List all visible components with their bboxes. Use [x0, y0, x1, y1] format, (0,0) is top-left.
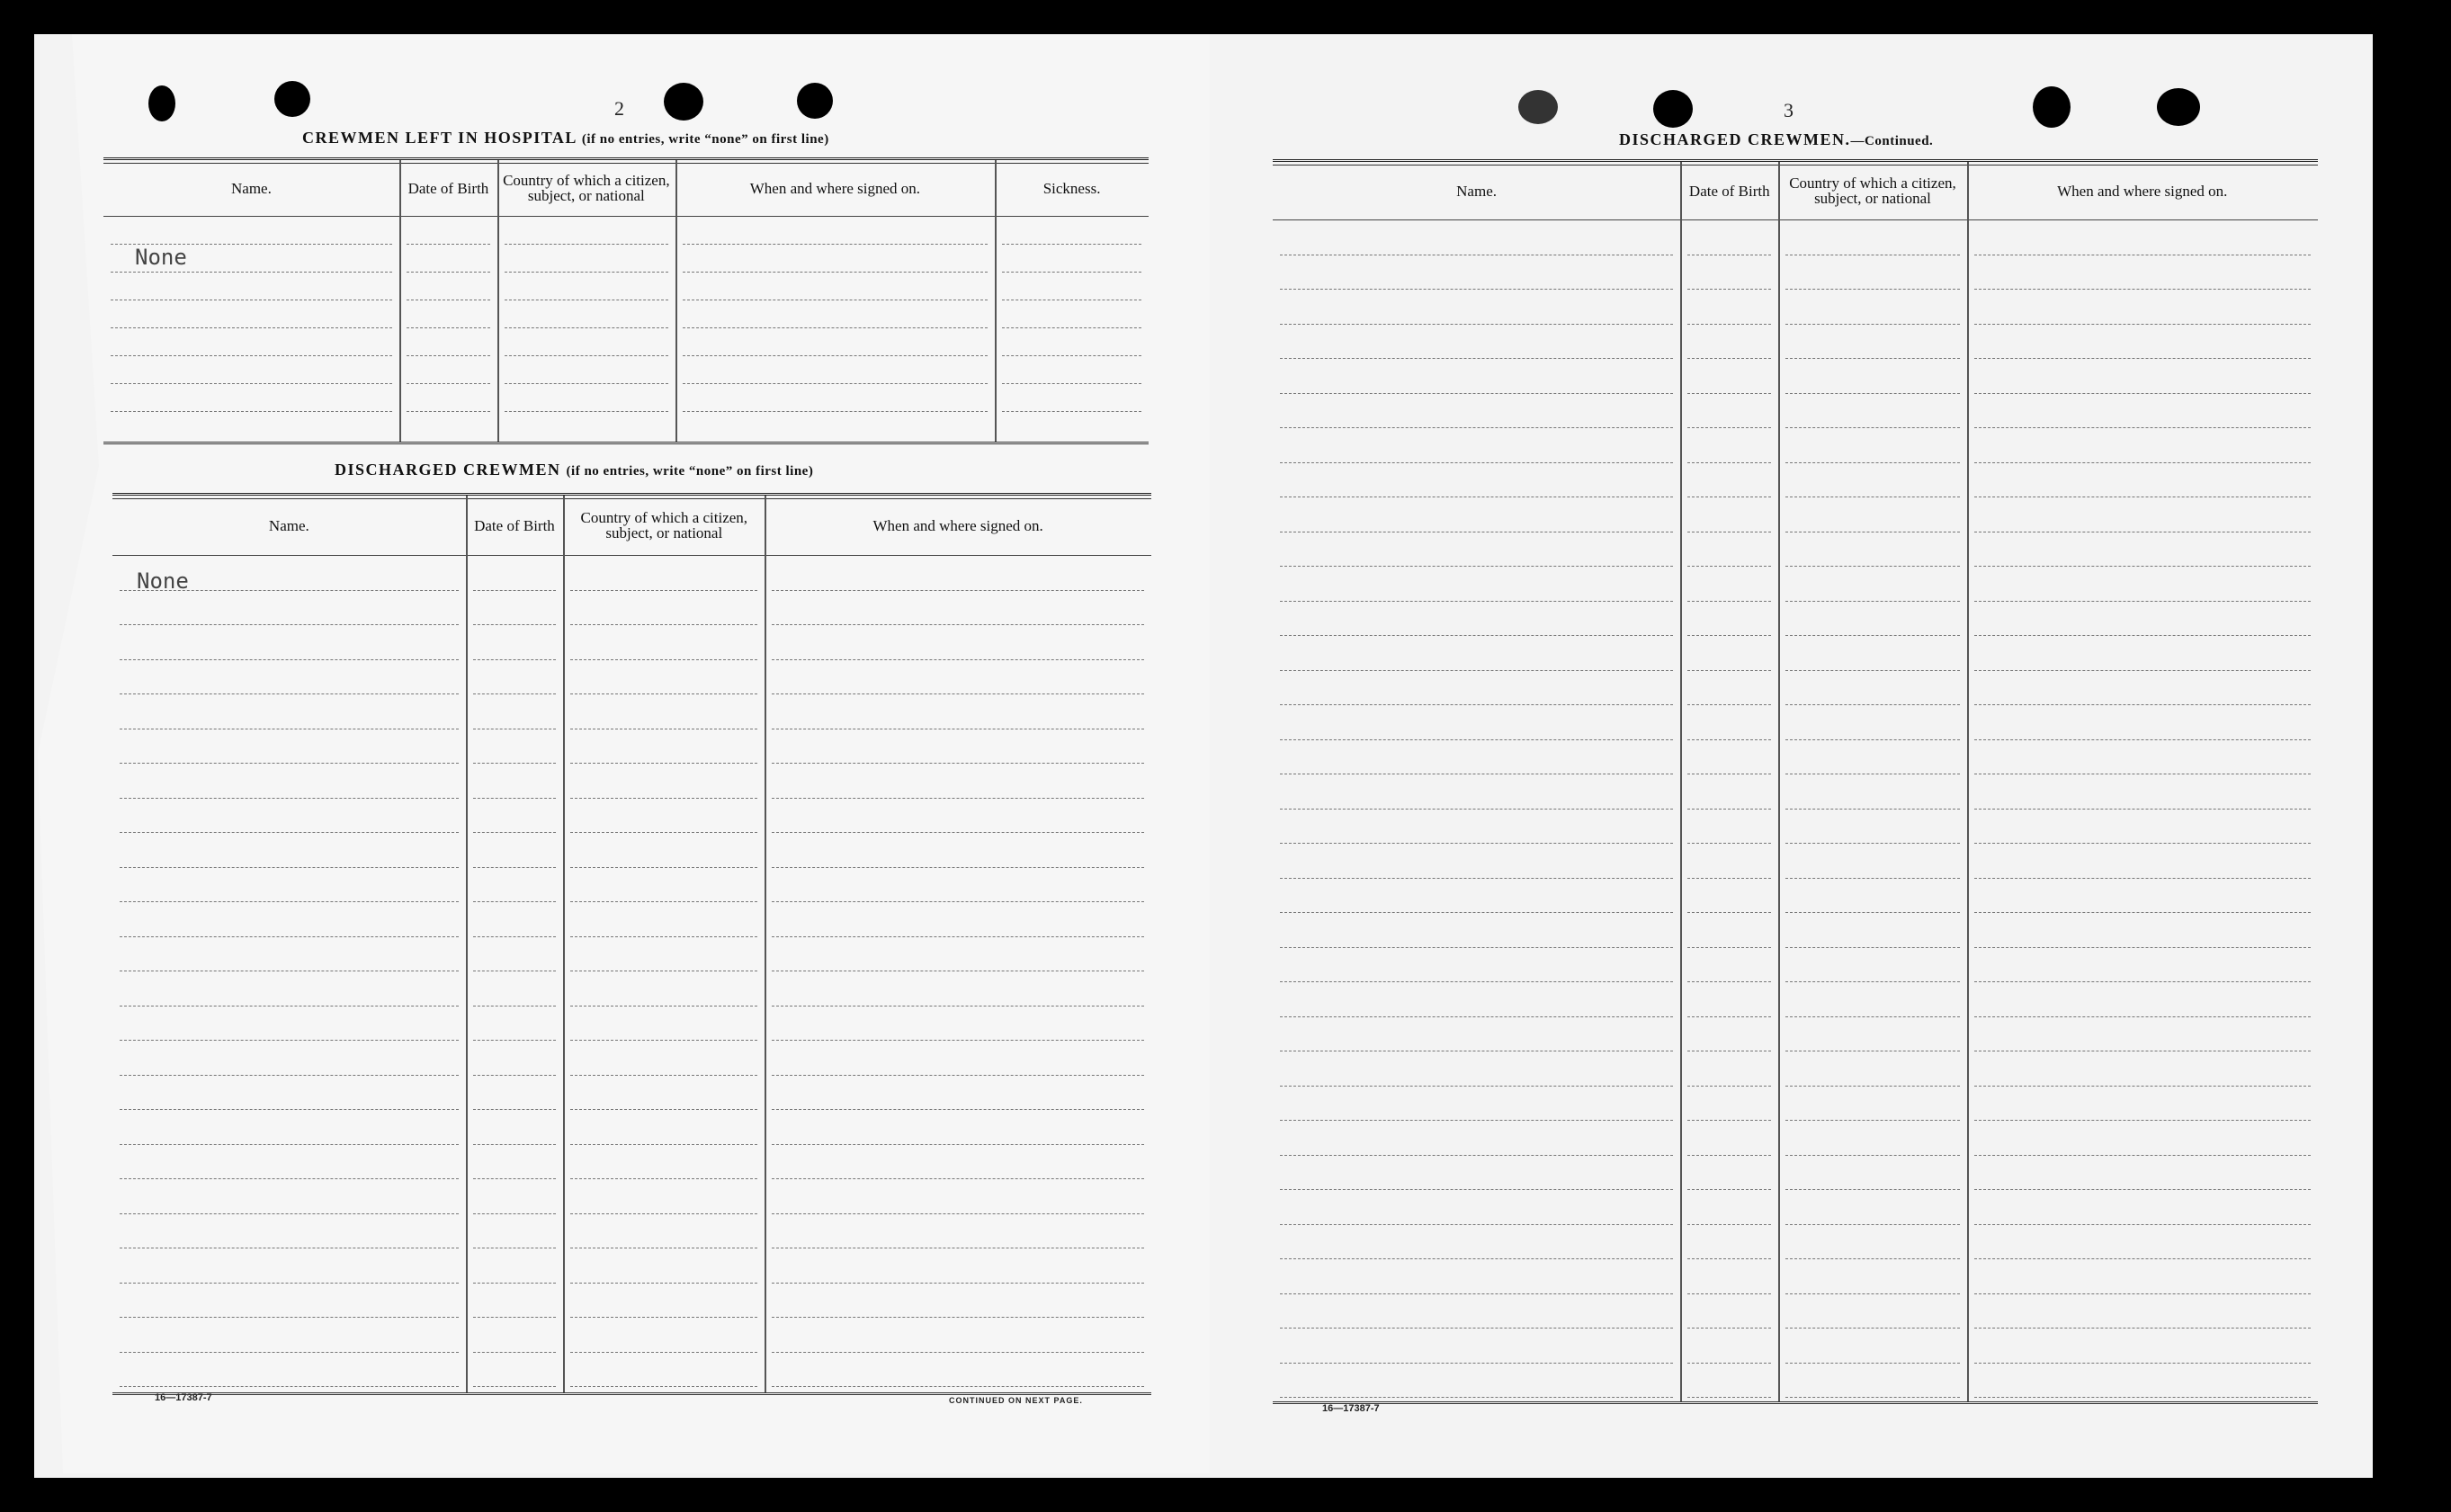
row-rule — [1974, 324, 2311, 325]
row-rule — [1785, 704, 1959, 705]
row-rule — [407, 327, 490, 328]
row-rule — [473, 798, 557, 799]
row-rule — [772, 763, 1144, 764]
row-rule — [570, 1283, 757, 1284]
row-rule — [1974, 462, 2311, 463]
row-rule — [1280, 324, 1673, 325]
row-rule — [1002, 327, 1141, 328]
row-rule — [1785, 427, 1959, 428]
column-header: Name. — [268, 516, 309, 534]
punch-hole — [2157, 88, 2200, 126]
row-rule — [1280, 704, 1673, 705]
row-rule — [120, 1283, 459, 1284]
discharged-continued-suffix: —Continued. — [1850, 134, 1934, 148]
row-rule — [1687, 635, 1771, 636]
row-rule — [1974, 1363, 2311, 1364]
row-rule — [1280, 601, 1673, 602]
row-rule — [1687, 427, 1771, 428]
column-rule — [765, 496, 766, 1392]
row-rule — [1687, 809, 1771, 810]
row-rule — [473, 1040, 557, 1041]
row-rule — [1785, 1363, 1959, 1364]
header-rule — [103, 216, 1149, 217]
row-rule — [1785, 1016, 1959, 1017]
punch-hole — [274, 81, 310, 117]
row-rule — [120, 901, 459, 902]
row-rule — [1974, 601, 2311, 602]
row-rule — [1974, 1189, 2311, 1190]
hospital-instruction: (if no entries, write “none” on first line) — [581, 132, 829, 147]
row-rule — [1280, 427, 1673, 428]
row-rule — [1687, 1328, 1771, 1329]
row-rule — [473, 1075, 557, 1076]
row-rule — [407, 244, 490, 245]
row-rule — [1785, 462, 1959, 463]
row-rule — [1974, 809, 2311, 810]
row-rule — [570, 798, 757, 799]
row-rule — [1280, 1086, 1673, 1087]
row-rule — [1785, 878, 1959, 879]
row-rule — [772, 936, 1144, 937]
row-rule — [1974, 739, 2311, 740]
row-rule — [570, 1178, 757, 1179]
row-rule — [1687, 462, 1771, 463]
row-rule — [1687, 704, 1771, 705]
row-rule — [1974, 843, 2311, 844]
row-rule — [570, 1040, 757, 1041]
hospital-title-text: CREWMEN LEFT IN HOSPITAL — [302, 129, 577, 147]
row-rule — [1687, 601, 1771, 602]
row-rule — [570, 1006, 757, 1007]
column-rule — [1778, 162, 1780, 1401]
discharged-table — [112, 493, 1151, 1390]
row-rule — [1280, 635, 1673, 636]
row-rule — [1974, 704, 2311, 705]
row-rule — [1280, 358, 1673, 359]
row-rule — [1785, 981, 1959, 982]
row-rule — [772, 659, 1144, 660]
row-rule — [772, 1006, 1144, 1007]
row-rule — [570, 1213, 757, 1214]
row-rule — [683, 327, 988, 328]
punch-hole — [797, 83, 833, 119]
row-rule — [1785, 289, 1959, 290]
row-rule — [1280, 393, 1673, 394]
row-rule — [1687, 358, 1771, 359]
row-rule — [1974, 670, 2311, 671]
column-rule — [675, 160, 677, 442]
row-rule — [505, 327, 668, 328]
row-rule — [1280, 1397, 1673, 1398]
row-rule — [683, 383, 988, 384]
column-header: Name. — [231, 179, 272, 197]
row-rule — [120, 1352, 459, 1353]
row-rule — [570, 763, 757, 764]
row-rule — [505, 411, 668, 412]
discharged-instruction: (if no entries, write “none” on first line) — [566, 464, 814, 479]
row-rule — [683, 355, 988, 356]
row-rule — [1785, 601, 1959, 602]
row-rule — [473, 1213, 557, 1214]
column-header: Name. — [1456, 182, 1497, 200]
row-rule — [1974, 635, 2311, 636]
row-rule — [772, 624, 1144, 625]
row-rule — [772, 867, 1144, 868]
row-rule — [1687, 1155, 1771, 1156]
row-rule — [473, 867, 557, 868]
row-rule — [1785, 1224, 1959, 1225]
row-rule — [772, 1178, 1144, 1179]
row-rule — [772, 1040, 1144, 1041]
row-rule — [1785, 670, 1959, 671]
row-rule — [120, 1040, 459, 1041]
row-rule — [505, 244, 668, 245]
row-rule — [120, 624, 459, 625]
row-rule — [570, 1352, 757, 1353]
row-rule — [1687, 878, 1771, 879]
column-header: Date of Birth — [474, 516, 555, 534]
row-rule — [505, 355, 668, 356]
row-rule — [473, 1352, 557, 1353]
row-rule — [1280, 739, 1673, 740]
row-rule — [1280, 912, 1673, 913]
row-rule — [570, 832, 757, 833]
punch-hole — [148, 85, 175, 121]
row-rule — [1687, 912, 1771, 913]
row-rule — [1785, 1397, 1959, 1398]
row-rule — [1687, 981, 1771, 982]
row-rule — [1280, 1293, 1673, 1294]
row-rule — [473, 1317, 557, 1318]
row-rule — [1785, 947, 1959, 948]
row-rule — [407, 411, 490, 412]
row-rule — [120, 1144, 459, 1145]
row-rule — [1785, 1086, 1959, 1087]
discharged-continued-title — [1619, 130, 1933, 149]
row-rule — [772, 1352, 1144, 1353]
row-rule — [1280, 566, 1673, 567]
row-rule — [772, 1075, 1144, 1076]
punch-hole — [1518, 90, 1558, 124]
row-rule — [1280, 1258, 1673, 1259]
row-rule — [570, 901, 757, 902]
row-rule — [772, 693, 1144, 694]
discharged-first-entry: None — [137, 568, 189, 594]
row-rule — [1687, 1293, 1771, 1294]
row-rule — [407, 383, 490, 384]
row-rule — [1687, 947, 1771, 948]
row-rule — [473, 1178, 557, 1179]
row-rule — [1974, 1258, 2311, 1259]
row-rule — [1687, 289, 1771, 290]
column-header: Sickness. — [1042, 179, 1101, 197]
row-rule — [1280, 1120, 1673, 1121]
column-rule — [466, 496, 468, 1392]
row-rule — [111, 272, 392, 273]
row-rule — [1785, 1258, 1959, 1259]
row-rule — [120, 693, 459, 694]
row-rule — [1280, 1189, 1673, 1190]
row-rule — [473, 590, 557, 591]
discharged-continued-table — [1273, 159, 2318, 1399]
row-rule — [1002, 411, 1141, 412]
row-rule — [1785, 358, 1959, 359]
page-number: 3 — [1784, 99, 1794, 121]
row-rule — [1785, 324, 1959, 325]
row-rule — [111, 383, 392, 384]
row-rule — [120, 1075, 459, 1076]
row-rule — [772, 798, 1144, 799]
row-rule — [1687, 1016, 1771, 1017]
row-rule — [570, 590, 757, 591]
header-rule — [112, 555, 1151, 556]
row-rule — [570, 1317, 757, 1318]
row-rule — [570, 624, 757, 625]
row-rule — [1687, 566, 1771, 567]
column-header: When and where signed on. — [872, 516, 1043, 534]
row-rule — [1687, 1120, 1771, 1121]
row-rule — [772, 832, 1144, 833]
row-rule — [570, 1144, 757, 1145]
column-rule — [1680, 162, 1682, 1401]
column-header: Country of which a citizen, subject, or national — [503, 172, 670, 204]
row-rule — [772, 1386, 1144, 1387]
row-rule — [1974, 289, 2311, 290]
row-rule — [120, 1317, 459, 1318]
column-rule — [563, 496, 565, 1392]
punch-hole — [1653, 90, 1693, 128]
row-rule — [473, 659, 557, 660]
row-rule — [772, 1317, 1144, 1318]
row-rule — [1785, 739, 1959, 740]
row-rule — [1785, 1120, 1959, 1121]
row-rule — [570, 1075, 757, 1076]
row-rule — [683, 244, 988, 245]
row-rule — [473, 693, 557, 694]
discharged-title-text: DISCHARGED CREWMEN — [335, 461, 561, 479]
row-rule — [407, 272, 490, 273]
column-header: When and where signed on. — [2057, 182, 2228, 200]
row-rule — [1687, 1363, 1771, 1364]
row-rule — [120, 867, 459, 868]
continued-note: CONTINUED ON NEXT PAGE. — [949, 1396, 1083, 1405]
row-rule — [683, 411, 988, 412]
row-rule — [473, 936, 557, 937]
column-rule — [995, 160, 997, 442]
row-rule — [473, 901, 557, 902]
row-rule — [1280, 1016, 1673, 1017]
row-rule — [1280, 981, 1673, 982]
row-rule — [1002, 383, 1141, 384]
row-rule — [120, 798, 459, 799]
row-rule — [1974, 358, 2311, 359]
row-rule — [1280, 1224, 1673, 1225]
page-number: 2 — [614, 97, 624, 120]
row-rule — [505, 383, 668, 384]
row-rule — [1002, 355, 1141, 356]
row-rule — [120, 1386, 459, 1387]
row-rule — [473, 624, 557, 625]
row-rule — [683, 272, 988, 273]
column-header: Country of which a citizen, subject, or national — [580, 509, 748, 541]
row-rule — [1280, 289, 1673, 290]
row-rule — [111, 355, 392, 356]
row-rule — [120, 763, 459, 764]
row-rule — [1687, 324, 1771, 325]
row-rule — [1974, 427, 2311, 428]
row-rule — [1785, 1155, 1959, 1156]
row-rule — [1785, 393, 1959, 394]
row-rule — [1280, 1363, 1673, 1364]
row-rule — [120, 832, 459, 833]
row-rule — [1280, 947, 1673, 948]
hospital-section-title — [302, 129, 829, 148]
row-rule — [1974, 1224, 2311, 1225]
row-rule — [120, 659, 459, 660]
row-rule — [1002, 272, 1141, 273]
row-rule — [570, 1109, 757, 1110]
row-rule — [772, 590, 1144, 591]
row-rule — [1974, 566, 2311, 567]
column-header: Date of Birth — [407, 179, 489, 197]
row-rule — [570, 693, 757, 694]
row-rule — [772, 901, 1144, 902]
column-header: When and where signed on. — [749, 179, 921, 197]
row-rule — [1974, 1155, 2311, 1156]
punch-hole — [2033, 86, 2071, 128]
column-rule — [399, 160, 401, 442]
discharged-section-title — [335, 461, 813, 479]
row-rule — [111, 327, 392, 328]
row-rule — [772, 1109, 1144, 1110]
row-rule — [1280, 878, 1673, 879]
row-rule — [120, 936, 459, 937]
row-rule — [473, 1006, 557, 1007]
row-rule — [1974, 1328, 2311, 1329]
row-rule — [1974, 1293, 2311, 1294]
row-rule — [1687, 670, 1771, 671]
row-rule — [1785, 566, 1959, 567]
row-rule — [473, 1144, 557, 1145]
row-rule — [120, 1213, 459, 1214]
row-rule — [407, 355, 490, 356]
row-rule — [1785, 1293, 1959, 1294]
punch-hole — [664, 83, 703, 121]
row-rule — [1785, 843, 1959, 844]
row-rule — [1974, 912, 2311, 913]
row-rule — [1974, 1120, 2311, 1121]
row-rule — [570, 659, 757, 660]
row-rule — [1687, 1189, 1771, 1190]
row-rule — [1974, 1086, 2311, 1087]
row-rule — [1785, 1189, 1959, 1190]
row-rule — [1687, 393, 1771, 394]
column-header: Date of Birth — [1688, 182, 1770, 200]
row-rule — [473, 1283, 557, 1284]
form-number: 16—17387-7 — [1322, 1403, 1380, 1414]
row-rule — [473, 763, 557, 764]
row-rule — [1687, 739, 1771, 740]
row-rule — [473, 1386, 557, 1387]
row-rule — [772, 1213, 1144, 1214]
row-rule — [120, 1178, 459, 1179]
row-rule — [1687, 1086, 1771, 1087]
table-bottom-rule — [1273, 1401, 2318, 1404]
row-rule — [570, 936, 757, 937]
hospital-table — [103, 157, 1149, 439]
column-header: Country of which a citizen, subject, or national — [1789, 174, 1956, 207]
column-rule — [497, 160, 499, 442]
row-rule — [473, 832, 557, 833]
row-rule — [1002, 244, 1141, 245]
row-rule — [1280, 843, 1673, 844]
row-rule — [1280, 1155, 1673, 1156]
row-rule — [505, 272, 668, 273]
row-rule — [473, 1109, 557, 1110]
row-rule — [111, 411, 392, 412]
row-rule — [1687, 1224, 1771, 1225]
row-rule — [1280, 1328, 1673, 1329]
row-rule — [570, 867, 757, 868]
row-rule — [1974, 1397, 2311, 1398]
row-rule — [1785, 635, 1959, 636]
row-rule — [1785, 1328, 1959, 1329]
form-number: 16—17387-7 — [155, 1392, 212, 1403]
row-rule — [1687, 1397, 1771, 1398]
header-rule — [1273, 219, 2318, 220]
row-rule — [1974, 981, 2311, 982]
column-rule — [1967, 162, 1969, 1401]
row-rule — [1687, 843, 1771, 844]
row-rule — [1280, 809, 1673, 810]
hospital-first-entry: None — [135, 245, 187, 270]
row-rule — [1974, 878, 2311, 879]
row-rule — [1785, 912, 1959, 913]
table-bottom-rule — [112, 1392, 1151, 1395]
row-rule — [570, 1386, 757, 1387]
row-rule — [1974, 947, 2311, 948]
row-rule — [772, 1283, 1144, 1284]
row-rule — [772, 1144, 1144, 1145]
table-bottom-rule — [103, 442, 1149, 444]
row-rule — [1785, 809, 1959, 810]
row-rule — [120, 1109, 459, 1110]
row-rule — [1687, 1258, 1771, 1259]
row-rule — [1974, 1016, 2311, 1017]
row-rule — [1280, 670, 1673, 671]
discharged-continued-title-text: DISCHARGED CREWMEN. — [1619, 130, 1851, 148]
row-rule — [1974, 393, 2311, 394]
row-rule — [120, 1006, 459, 1007]
row-rule — [1280, 462, 1673, 463]
